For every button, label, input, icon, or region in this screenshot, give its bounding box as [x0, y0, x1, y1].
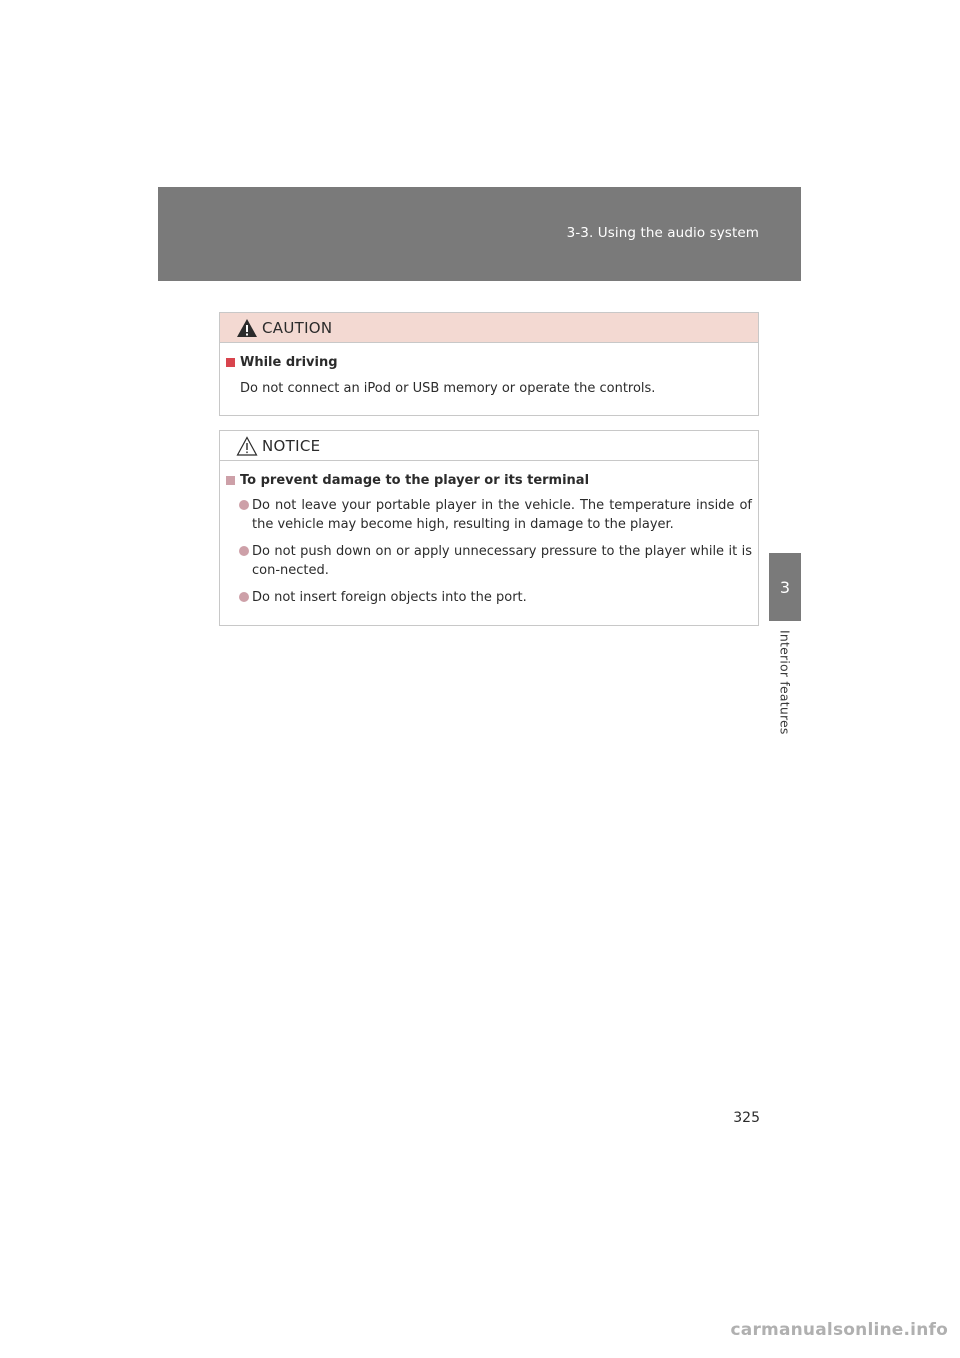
- notice-item-text: Do not leave your portable player in the vehicle. The temperature inside of the vehicle may become high, resulting in damage to the player.: [252, 498, 752, 532]
- caution-heading-text: While driving: [240, 355, 338, 370]
- notice-body: [220, 461, 758, 607]
- caution-heading: [226, 355, 752, 370]
- square-marker-icon: [226, 476, 235, 485]
- caution-label: CAUTION: [262, 318, 333, 337]
- notice-item: [252, 588, 752, 607]
- warning-triangle-icon: [236, 318, 258, 338]
- notice-heading: [226, 473, 752, 488]
- caution-body: [220, 343, 758, 398]
- notice-item-text: Do not push down on or apply unnecessary pressure to the player while it is con-nected.: [252, 544, 752, 578]
- bullet-dot-icon: [239, 500, 249, 510]
- notice-box: [219, 430, 759, 626]
- watermark[interactable]: carmanualsonline.info: [730, 1320, 948, 1340]
- chapter-tab: 3: [769, 553, 801, 621]
- notice-label: NOTICE: [262, 436, 321, 455]
- warning-triangle-outline-icon: [236, 436, 258, 456]
- bullet-dot-icon: [239, 546, 249, 556]
- chapter-label-text: Interior features: [777, 630, 793, 735]
- notice-header: [220, 431, 758, 461]
- notice-item: [252, 542, 752, 580]
- square-marker-icon: [226, 358, 235, 367]
- chapter-label: [769, 630, 801, 740]
- bullet-dot-icon: [239, 592, 249, 602]
- caution-box: [219, 312, 759, 416]
- caution-text: Do not connect an iPod or USB memory or operate the controls.: [240, 381, 656, 396]
- notice-heading-text: To prevent damage to the player or its terminal: [240, 473, 590, 488]
- section-title: 3-3. Using the audio system: [566, 225, 759, 241]
- header-band: [158, 187, 801, 281]
- caution-header: [220, 313, 758, 343]
- notice-item-text: Do not insert foreign objects into the port.: [252, 590, 527, 605]
- page-number: 325: [733, 1110, 760, 1126]
- notice-item: [252, 496, 752, 534]
